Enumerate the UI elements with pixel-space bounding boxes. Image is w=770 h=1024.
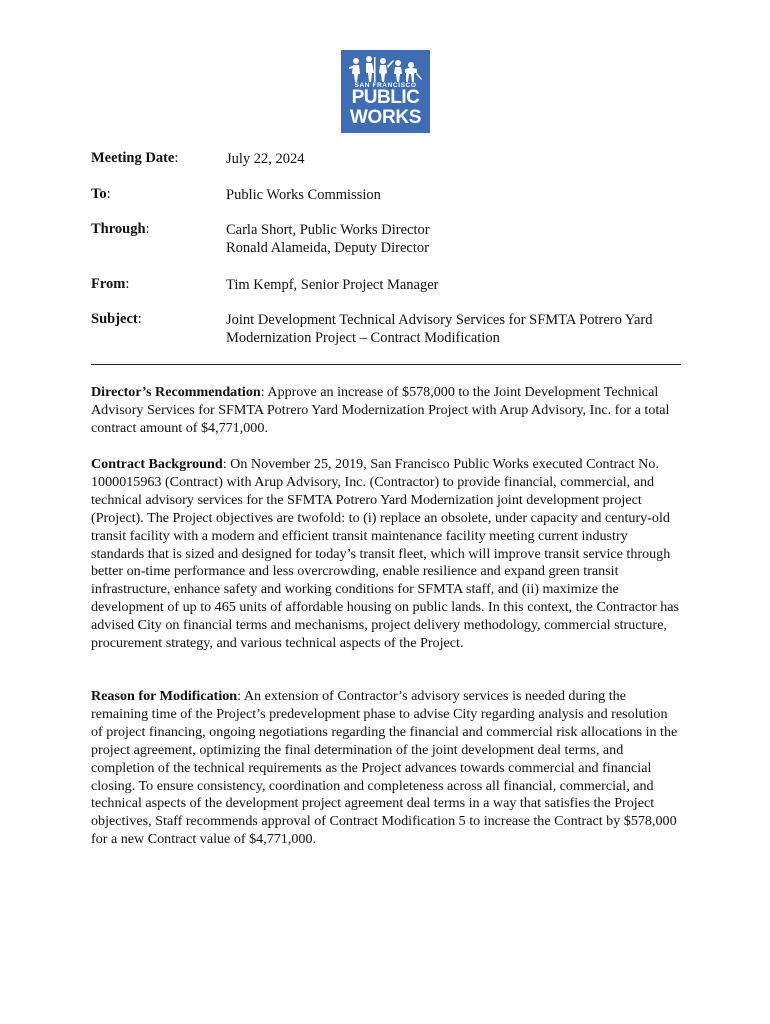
subject-value-line-1: Joint Development Technical Advisory Services for SFMTA Potrero Yard (226, 312, 653, 328)
recommendation-heading: Director’s Recommendation (91, 384, 261, 400)
background-text: On November 25, 2019, San Francisco Public Works executed Contract No. 1000015963 (Contract) with Arup Advisory, Inc. (Contractor) to provide financial, commercial, and technical advisory services for the SFMTA Potrero Yard Modernization joint development project (Project). The Project objectives are twofold: to (i) replace an obsolete, under capacity and century-old transit facility with a modern and efficient transit maintenance facility meeting current industry standards that is sized and designed for today’s transit fleet, which will improve transit service through better on-time performance and less overcrowding, enable resilience and expand green transit infrastructure, enhance safety and working conditions for SFMTA staff, and (ii) maximize the development of up to 465 units of affordable housing on public lands. In this context, the Contractor has advised City on financial terms and mechanisms, project delivery methodology, commercial structure, procurement strategy, and various technical aspects of the Project. (91, 456, 680, 652)
header-divider (91, 364, 681, 365)
through-value (226, 221, 696, 257)
recommendation-paragraph: Director’s Recommendation: Approve an increase of $578,000 to the Joint Development Technical Advisory Services for SFMTA Potrero Yard Modernization Project with Arup Advisory, Inc. for a total contract amount of $4,771,000. (91, 384, 670, 436)
from-value: Tim Kempf, Senior Project Manager (226, 277, 439, 293)
logo-works-text: WORKS (349, 107, 422, 128)
reason-paragraph: Reason for Modification: An extension of Contractor’s advisory services is needed during the remaining time of the Project’s predevelopment phase to advise City regarding analysis and resolution of project financing, ongoing negotiations regarding the financial and commercial risk allocations in the project agreement, optimizing the final determination of the joint development deal terms, and completion of the technical requirements as the Project advances towards commercial and financial closing. To ensure consistency, coordination and completeness across all financial, commercial, and technical aspects of the development project agreement deal terms in a way that satisfies the Project objectives, Staff recommends approval of Contract Modification 5 to increase the Contract by $578,000 for a new Contract value of $4,771,000. (91, 688, 678, 848)
subject-label: Subject: (91, 311, 142, 327)
meeting-date-label: Meeting Date: (91, 150, 179, 166)
logo-public-text: PUBLIC (351, 87, 420, 108)
through-value-line-2: Ronald Alameida, Deputy Director (226, 240, 429, 256)
to-value: Public Works Commission (226, 187, 381, 203)
subject-value-line-2: Modernization Project – Contract Modification (226, 330, 500, 346)
background-paragraph: Contract Background: On November 25, 2019, San Francisco Public Works executed Contract No. 1000015963 (Contract) with Arup Advisory, Inc. (Contractor) to provide financial, commercial, and technical advisory services for the SFMTA Potrero Yard Modernization joint development project (Project). The Project objectives are twofold: to (i) replace an obsolete, under capacity and century-old transit facility with a modern and efficient transit maintenance facility meeting current industry standards that is sized and designed for today’s transit fleet, which will improve transit service through better on-time performance and less overcrowding, enable resilience and expand green transit infrastructure, enhance safety and working conditions for SFMTA staff, and (ii) maximize the development of up to 465 units of affordable housing on public lands. In this context, the Contractor has advised City on financial terms and mechanisms, project delivery methodology, commercial structure, procurement strategy, and various technical aspects of the Project. (91, 456, 680, 652)
from-label: From: (91, 276, 130, 292)
public-works-logo (341, 50, 430, 133)
reason-text: An extension of Contractor’s advisory services is needed during the remaining time of the Project’s predevelopment phase to advise City regarding analysis and resolution of project financing, ongoing negotiations regarding the financial and commercial risk allocations in the project agreement, optimizing the final determination of the joint development deal terms, and completion of the technical requirements as the Project advances towards commercial and financial closing. To ensure consistency, coordination and completeness across all financial, commercial, and technical aspects of the development project agreement deal terms in a way that satisfies the Project objectives, Staff recommends approval of Contract Modification 5 to increase the Contract by $578,000 for a new Contract value of $4,771,000. (91, 688, 678, 848)
to-label: To: (91, 186, 111, 202)
background-heading: Contract Background (91, 456, 223, 472)
logo-sf-text: SAN FRANCISCO (354, 82, 417, 89)
recommendation-text: Approve an increase of $578,000 to the Joint Development Technical Advisory Services for SFMTA Potrero Yard Modernization Project with Arup Advisory, Inc. for a total contract amount of $4,771,000. (91, 384, 670, 436)
through-value-line-1: Carla Short, Public Works Director (226, 222, 430, 238)
workers-silhouette-icon (347, 55, 424, 83)
through-label: Through: (91, 221, 150, 237)
reason-heading: Reason for Modification (91, 688, 238, 704)
meeting-date-value: July 22, 2024 (226, 151, 305, 167)
subject-value (226, 311, 696, 347)
